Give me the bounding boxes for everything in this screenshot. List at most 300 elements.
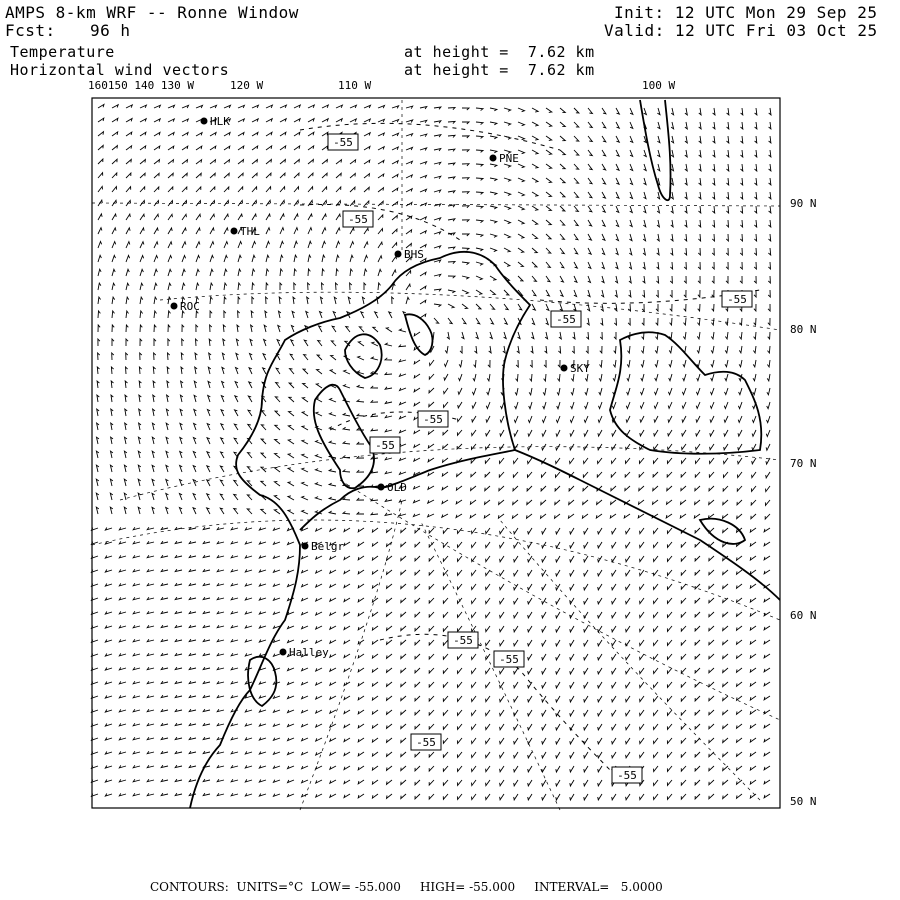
wind-barb: [682, 416, 686, 422]
wind-barb: [764, 724, 770, 728]
wind-barb: [574, 122, 579, 127]
wind-barb: [769, 164, 771, 171]
wind-barb: [105, 794, 112, 797]
wind-barb: [657, 206, 659, 213]
wind-barb: [110, 507, 113, 514]
wind-barb: [500, 598, 504, 604]
wind-barb: [105, 570, 112, 573]
wind-barb: [414, 500, 421, 503]
wind-barb: [514, 430, 518, 436]
wind-barb: [528, 766, 532, 772]
wind-barb: [754, 332, 756, 339]
lon-label-120: 120 W: [230, 79, 264, 92]
wind-barb: [105, 626, 112, 629]
wind-barb: [247, 495, 252, 500]
wind-barb: [220, 480, 224, 486]
wind-barb: [217, 639, 224, 642]
wind-barb: [316, 668, 322, 671]
wind-barb: [294, 187, 299, 192]
wind-barb: [316, 556, 322, 559]
wind-barb: [500, 626, 504, 632]
wind-barb: [630, 178, 633, 185]
wind-barb: [712, 248, 714, 255]
wind-barb: [680, 514, 686, 518]
wind-barb: [764, 542, 770, 546]
wind-barb: [685, 164, 687, 171]
wind-barb: [685, 178, 687, 185]
wind-barb: [472, 696, 477, 702]
wind-barb: [484, 514, 490, 518]
wind-barb: [490, 164, 497, 167]
wind-barb: [456, 500, 462, 504]
wind-barb: [392, 216, 397, 221]
wind-barb: [166, 507, 169, 514]
wind-barb: [392, 256, 396, 262]
wind-barb: [392, 133, 399, 136]
wind-barb: [98, 186, 103, 192]
wind-barb: [385, 387, 392, 389]
wind-barb: [182, 133, 188, 137]
wind-barb: [302, 398, 308, 402]
wind-barb: [189, 611, 196, 614]
wind-barb: [476, 150, 483, 152]
wind-barb: [140, 214, 144, 220]
wind-barb: [457, 752, 462, 757]
wind-barb: [727, 150, 729, 157]
wind-barb: [528, 682, 532, 688]
wind-barb: [544, 374, 546, 381]
wind-barb: [696, 430, 700, 436]
wind-barb: [203, 541, 210, 544]
wind-barb: [655, 388, 659, 395]
wind-barb: [667, 458, 672, 463]
wind-barb: [695, 598, 700, 603]
wind-barb: [238, 187, 243, 192]
station-label-belgr: Belgr: [311, 540, 345, 553]
wind-barb: [401, 696, 406, 701]
wind-barb: [641, 360, 644, 367]
wind-barb: [462, 178, 469, 180]
wind-barb: [653, 486, 658, 491]
wind-barb: [302, 570, 308, 573]
wind-barb: [112, 159, 117, 164]
wind-barb: [504, 304, 508, 310]
wind-barb: [642, 304, 644, 311]
wind-barb: [414, 486, 420, 489]
wind-barb: [234, 438, 238, 444]
wind-barb: [209, 339, 211, 346]
wind-barb: [217, 681, 224, 684]
wind-barb: [196, 187, 201, 192]
wind-barb: [414, 332, 420, 336]
wind-barb: [518, 332, 521, 339]
wind-barb: [231, 541, 238, 544]
wind-barb: [112, 173, 117, 178]
lat-label-60: 60 N: [790, 609, 817, 622]
wind-barb: [709, 710, 714, 715]
wind-barb: [385, 358, 392, 360]
wind-barb: [294, 146, 300, 150]
wind-barb: [387, 682, 393, 686]
wind-barb: [560, 150, 565, 155]
wind-barb: [294, 228, 298, 234]
wind-barb: [275, 397, 280, 402]
wind-barb: [556, 668, 560, 674]
wind-barb: [737, 612, 743, 616]
wind-barb: [147, 765, 154, 768]
contour-info-footer: CONTOURS: UNITS=°C LOW= -55.000 HIGH= -55.000 INTERVAL= 5.0000: [150, 880, 663, 894]
wind-barb: [371, 386, 378, 388]
wind-barb: [161, 737, 168, 740]
wind-barb: [556, 598, 560, 604]
wind-barb: [584, 640, 588, 646]
wind-barb: [598, 780, 602, 786]
wind-barb: [330, 794, 336, 797]
wind-barb: [443, 738, 448, 743]
wind-barb: [532, 164, 538, 168]
wind-barb: [546, 150, 552, 154]
wind-barb: [709, 612, 714, 617]
wind-barb: [231, 793, 238, 796]
wind-barb: [764, 794, 770, 798]
wind-barb: [681, 668, 686, 673]
wind-barb: [175, 653, 182, 656]
wind-barb: [161, 569, 168, 572]
init-time: Init: 12 UTC Mon 29 Sep 25: [614, 3, 878, 22]
wind-barb: [168, 187, 173, 192]
wind-barb: [685, 108, 687, 115]
wind-barb: [175, 667, 182, 670]
wind-barb: [486, 542, 490, 548]
wind-barb: [516, 360, 518, 367]
wind-barb: [126, 269, 129, 276]
wind-barb: [259, 696, 266, 699]
wind-barb: [741, 192, 743, 199]
wind-barb: [598, 542, 602, 548]
wind-barb: [168, 297, 171, 304]
wind-barb: [322, 241, 326, 248]
wind-barb: [217, 597, 224, 600]
wind-barb: [330, 584, 336, 587]
wind-barb: [429, 654, 434, 659]
wind-barb: [588, 262, 591, 268]
wind-barb: [626, 738, 630, 744]
wind-barb: [203, 653, 210, 656]
wind-barb: [764, 668, 770, 672]
wind-barb: [472, 542, 477, 548]
wind-barb: [626, 416, 630, 422]
wind-barb: [167, 367, 169, 374]
wind-barb: [154, 242, 158, 248]
wind-barb: [530, 374, 532, 381]
wind-barb: [245, 611, 252, 614]
wind-barb: [330, 710, 336, 713]
station-dot-hlk: [201, 118, 208, 125]
wind-barb: [154, 146, 160, 150]
wind-barb: [378, 229, 383, 234]
wind-barb: [457, 584, 462, 589]
wind-barb: [738, 430, 742, 436]
wind-barb: [415, 682, 420, 687]
wind-barb: [767, 416, 771, 423]
wind-barb: [490, 150, 497, 153]
wind-barb: [667, 598, 672, 603]
wind-barb: [111, 423, 113, 430]
wind-barb: [528, 416, 532, 423]
wind-barb: [738, 402, 742, 409]
wind-barb: [616, 220, 619, 227]
wind-barb: [528, 710, 532, 716]
wind-barb: [752, 472, 756, 478]
wind-barb: [224, 133, 230, 137]
wind-barb: [364, 133, 370, 136]
wind-barb: [570, 430, 574, 436]
wind-barb: [210, 133, 216, 137]
wind-barb: [133, 737, 140, 740]
wind-barb: [490, 248, 497, 252]
wind-barb: [429, 584, 434, 589]
wind-barb: [764, 682, 770, 686]
wind-barb: [546, 234, 551, 239]
wind-barb: [602, 220, 605, 226]
wind-barb: [640, 528, 644, 534]
wind-barb: [247, 509, 252, 514]
wind-barb: [168, 146, 174, 150]
wind-barb: [769, 234, 771, 241]
wind-barb: [288, 468, 294, 472]
wind-barb: [723, 738, 728, 743]
wind-barb: [598, 696, 602, 702]
wind-barb: [406, 284, 410, 290]
wind-barb: [486, 766, 490, 772]
wind-barb: [361, 312, 364, 318]
wind-barb: [344, 370, 350, 374]
wind-barb: [737, 682, 743, 686]
wind-barb: [500, 542, 504, 548]
wind-barb: [546, 164, 552, 168]
wind-barb: [656, 304, 658, 311]
wind-barb: [250, 339, 253, 346]
wind-barb: [223, 339, 225, 346]
wind-barb: [626, 598, 630, 604]
wind-barb: [667, 584, 672, 589]
wind-barb: [261, 509, 266, 514]
wind-barb: [586, 346, 588, 353]
wind-barb: [378, 133, 384, 136]
wind-barb: [291, 326, 294, 333]
wind-barb: [611, 472, 616, 477]
wind-barb: [614, 318, 616, 325]
wind-barb: [752, 416, 756, 423]
wind-barb: [336, 173, 341, 178]
wind-barb: [640, 710, 644, 716]
wind-barb: [504, 262, 510, 266]
wind-barb: [322, 228, 326, 234]
wind-barb: [180, 451, 183, 458]
wind-barb: [639, 500, 645, 504]
wind-barb: [289, 383, 294, 388]
wind-barb: [764, 780, 770, 784]
wind-barb: [133, 555, 140, 558]
wind-barb: [182, 214, 186, 220]
wind-barb: [546, 122, 552, 126]
wind-barb: [420, 189, 427, 192]
wind-barb: [279, 311, 281, 318]
wind-barb: [640, 654, 644, 660]
wind-barb: [182, 256, 186, 263]
wind-barb: [168, 133, 174, 137]
wind-barb: [189, 779, 196, 782]
wind-barb: [434, 176, 441, 179]
wind-barb: [273, 556, 280, 559]
wind-barb: [209, 353, 211, 360]
wind-barb: [528, 528, 532, 534]
wind-barb: [695, 696, 700, 701]
wind-barb: [344, 640, 350, 644]
wind-barb: [105, 738, 112, 741]
wind-barb: [447, 332, 449, 339]
wind-barb: [236, 353, 239, 360]
wind-barb: [712, 304, 714, 311]
wind-barb: [119, 653, 126, 656]
wind-barb: [726, 220, 728, 227]
wind-barb: [640, 430, 644, 436]
wind-barb: [657, 248, 659, 255]
wind-barb: [152, 451, 155, 458]
wind-barb: [280, 255, 283, 262]
wind-barb: [168, 339, 170, 346]
wind-barb: [223, 325, 225, 332]
wind-barb: [302, 426, 308, 430]
wind-barb: [542, 752, 546, 758]
wind-barb: [626, 542, 630, 548]
wind-barb: [741, 122, 743, 129]
wind-barb: [415, 626, 420, 631]
wind-barb: [252, 105, 258, 108]
wind-barb: [378, 242, 382, 248]
wind-barb: [448, 121, 455, 123]
wind-barb: [696, 388, 700, 395]
wind-barb: [514, 626, 518, 632]
wind-barb: [98, 269, 101, 276]
wind-barb: [514, 780, 518, 786]
wind-barb: [490, 122, 497, 125]
wind-barb: [415, 766, 420, 771]
wind-barb: [626, 668, 630, 674]
wind-barb: [385, 415, 392, 418]
wind-barb: [476, 234, 483, 237]
wind-barb: [555, 500, 560, 505]
wind-barb: [654, 430, 658, 436]
wind-barb: [133, 583, 140, 586]
wind-barb: [105, 766, 112, 769]
wind-barb: [486, 626, 490, 632]
wind-barb: [764, 696, 770, 700]
wind-barb: [616, 136, 619, 142]
wind-barb: [709, 584, 714, 589]
wind-barb: [612, 724, 616, 730]
wind-barb: [476, 304, 481, 309]
wind-barb: [147, 737, 154, 740]
wind-barb: [302, 598, 308, 601]
wind-barb: [513, 500, 518, 505]
wind-barb: [654, 570, 659, 576]
wind-barb: [750, 682, 756, 686]
wind-barb: [98, 255, 101, 262]
wind-barb: [473, 374, 476, 381]
wind-barb: [350, 228, 354, 234]
wind-barb: [545, 332, 548, 339]
wind-barb: [280, 200, 284, 206]
wind-barb: [541, 472, 546, 477]
wind-barb: [175, 569, 182, 572]
wind-barb: [574, 136, 579, 141]
wind-barb: [443, 444, 448, 449]
wind-barb: [401, 612, 406, 617]
wind-barb: [682, 402, 686, 408]
wind-barb: [461, 332, 464, 339]
wind-barb: [532, 276, 537, 281]
wind-barb: [712, 318, 715, 325]
wind-barb: [259, 612, 266, 615]
wind-barb: [168, 228, 172, 234]
wind-barb: [344, 556, 350, 560]
wind-barb: [112, 242, 116, 248]
wind-barb: [750, 724, 756, 728]
wind-barb: [343, 498, 350, 501]
wind-barb: [542, 682, 546, 688]
wind-barb: [288, 556, 295, 559]
wind-barb: [334, 297, 337, 304]
wind-barb: [560, 108, 565, 113]
wind-barb: [697, 346, 700, 353]
wind-barb: [175, 555, 182, 558]
contour-label-text: -55: [499, 653, 519, 666]
wind-barb: [372, 640, 378, 644]
wind-barb: [723, 766, 728, 771]
wind-barb: [727, 122, 729, 129]
wind-barb: [302, 454, 308, 458]
wind-barb: [528, 668, 532, 674]
wind-barb: [584, 528, 588, 534]
wind-barb: [166, 465, 169, 472]
wind-barb: [152, 479, 155, 486]
wind-barb: [372, 780, 378, 784]
wind-barb: [203, 597, 210, 600]
wind-barb: [119, 695, 126, 698]
wind-barb: [695, 654, 700, 659]
wind-barb: [699, 164, 701, 171]
wind-barb: [316, 710, 322, 713]
wind-barb: [545, 346, 547, 353]
wind-barb: [288, 454, 294, 458]
wind-barb: [344, 542, 350, 546]
wind-barb: [97, 367, 99, 374]
wind-barb: [585, 388, 588, 395]
wind-barb: [234, 494, 238, 500]
wind-barb: [288, 426, 294, 431]
wind-barb: [98, 353, 100, 360]
wind-barb: [515, 402, 518, 409]
height-temperature: at height = 7.62 km: [404, 43, 595, 61]
wind-barb: [139, 409, 141, 416]
wind-barb: [344, 612, 350, 616]
wind-barb: [105, 584, 112, 587]
wind-barb: [504, 108, 511, 111]
wind-barb: [448, 219, 455, 221]
wind-barb: [290, 354, 294, 360]
wind-barb: [500, 640, 504, 646]
